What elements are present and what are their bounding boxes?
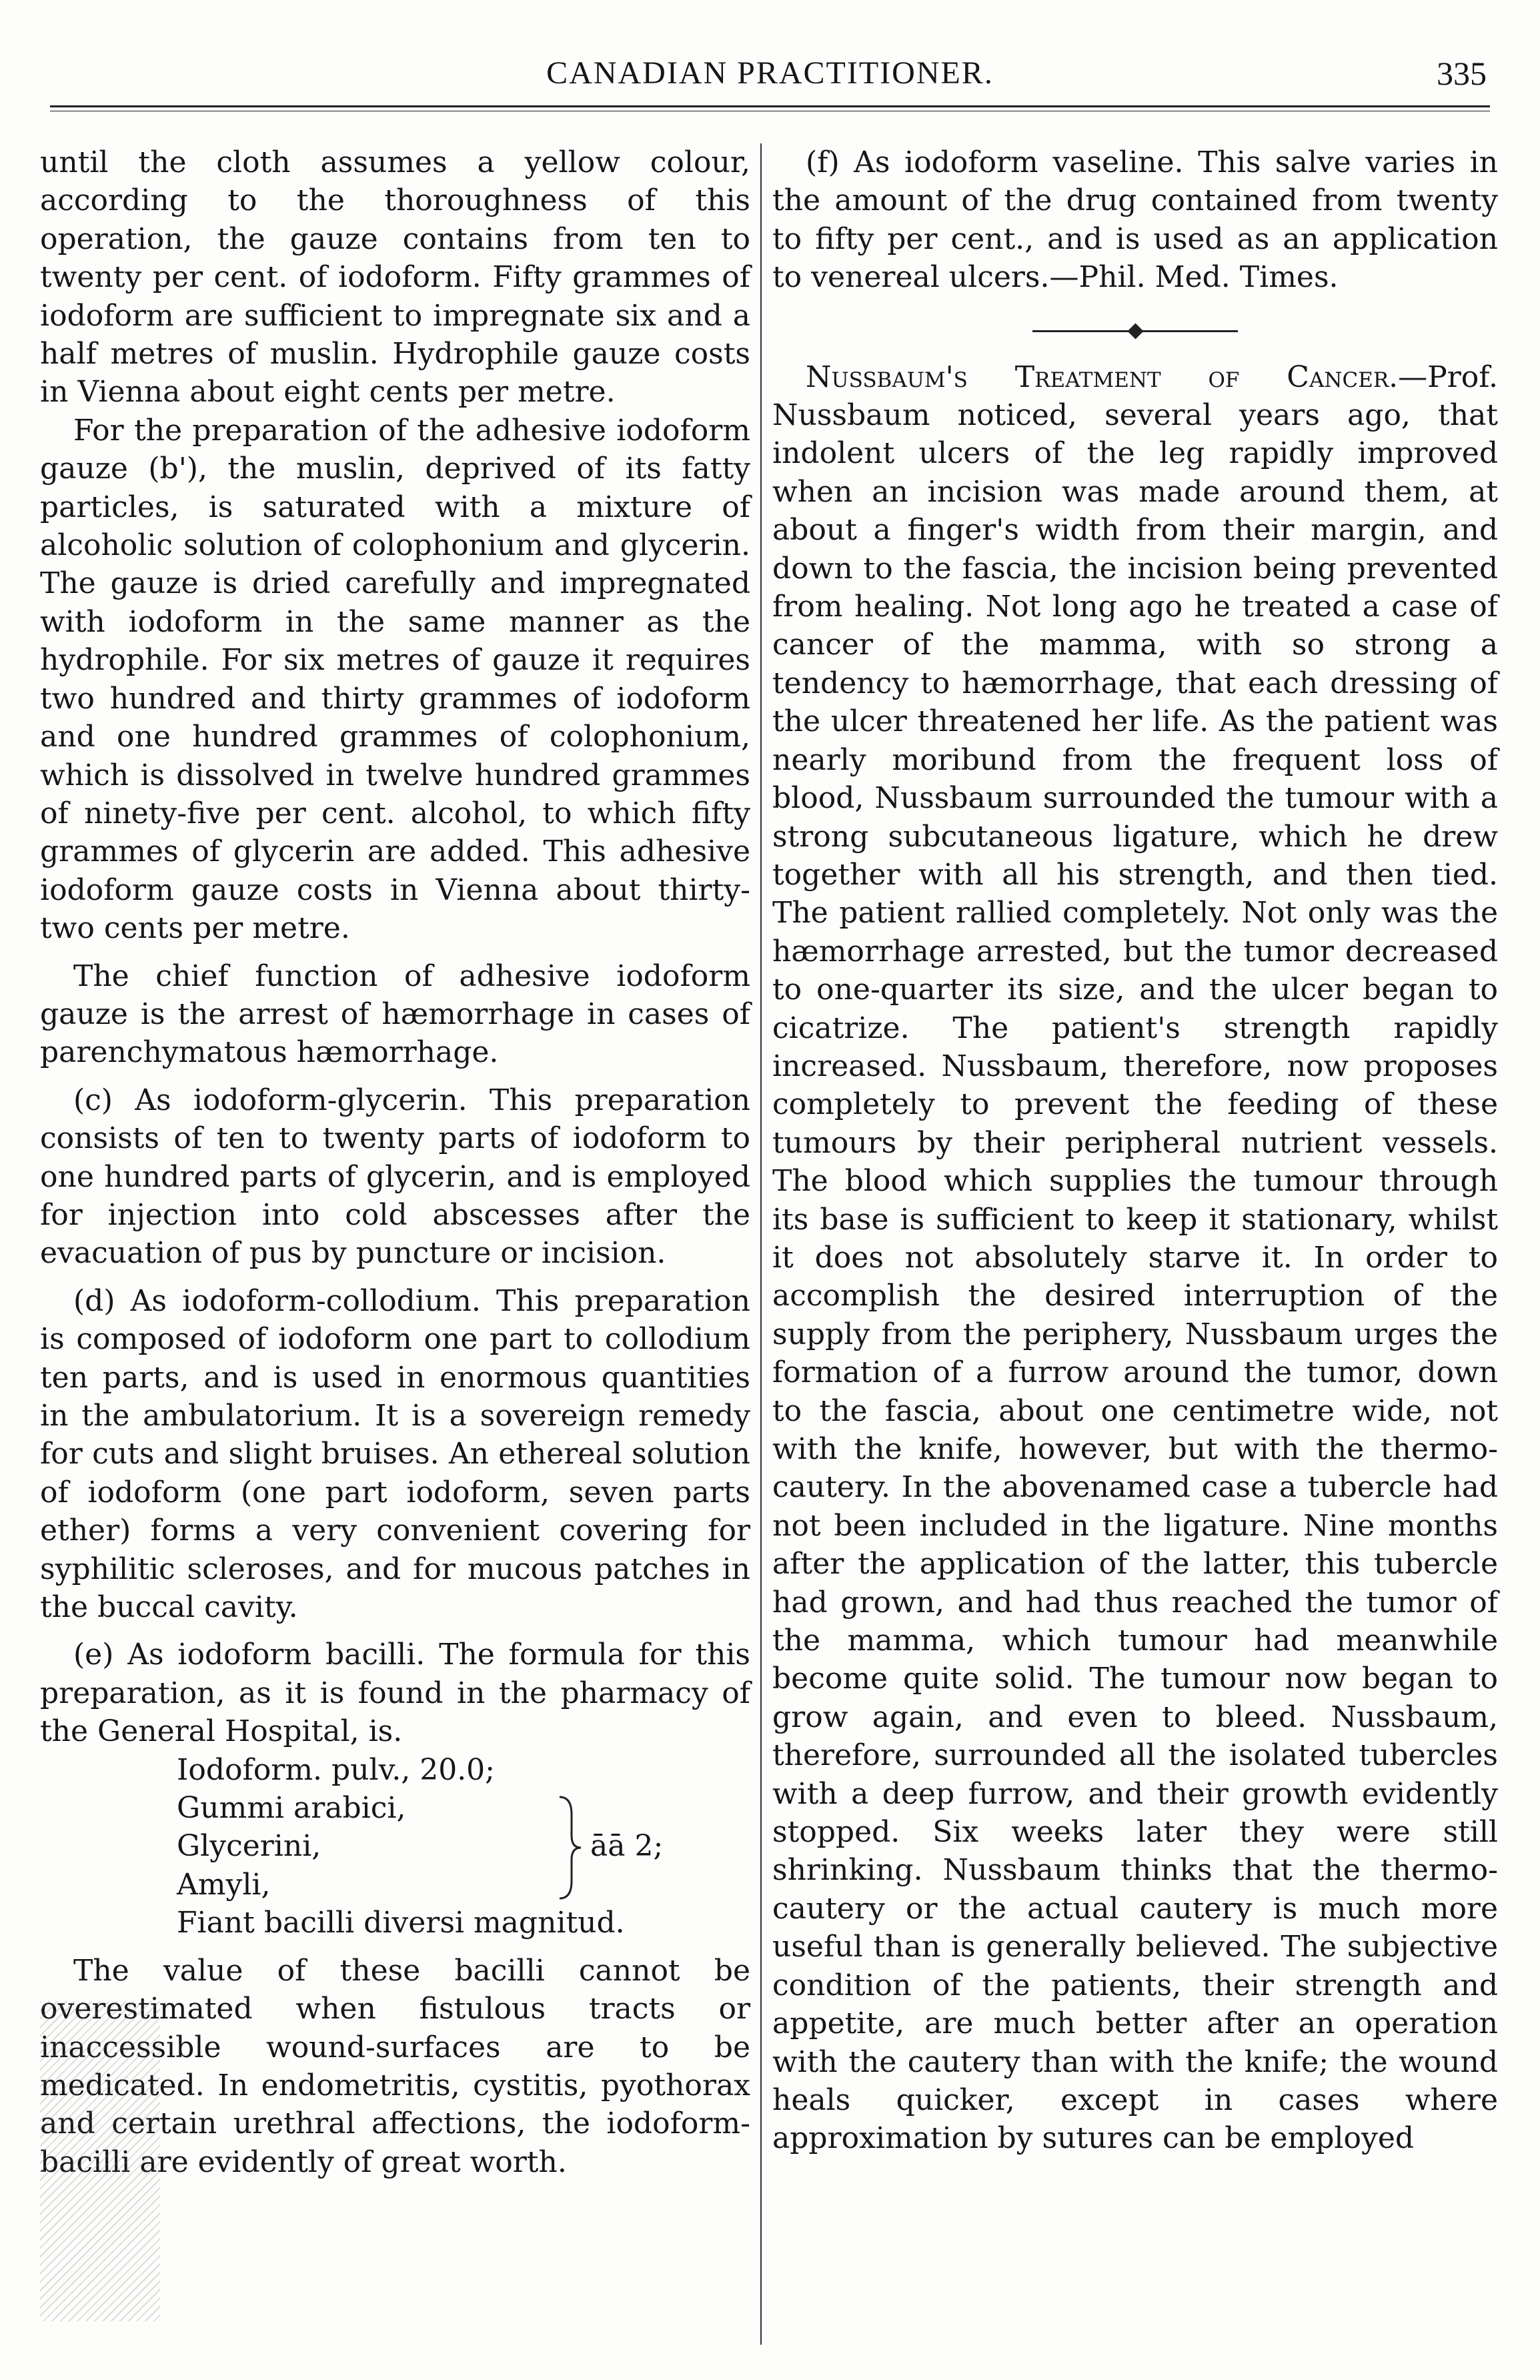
paragraph-adhesive-gauze: For the preparation of the adhesive iodoform gauze (b'), the muslin, deprived of its fatty particles, is saturated with a mixture of alcoholic solution of colophonium and glycerin. The gauze is dried carefully and impregnated with iodoform in the same manner as the hydrophile. For six metres of gauze it requires two hundred and thirty grammes of iodoform and one hundred grammes of colophonium, which is dissolved in twelve hundred grammes of ninety-five per cent. alcohol, to which fifty grammes of glycerin are added. This adhesive iodoform gauze costs in Vienna about thirty-two cents per metre. <box>40 413 750 946</box>
paragraph-gauze-continued: until the cloth assumes a yellow colour, according to the thoroughness of this operation, the gauze contains from ten to twenty per cent. of iodoform. Fifty grammes of iodoform are sufficient to impregnate six and a half metres of muslin. Hydrophile gauze costs in Vienna about eight cents per metre. <box>40 145 750 410</box>
paragraph-nussbaum <box>772 358 1498 2158</box>
paragraph-iodoform-collodium: (d) As iodoform-collodium. This preparation is composed of iodoform one part to collodium ten parts, and is used in enormous quantities in the ambulatorium. It is a sovereign remedy for cuts and slight bruises. An ethereal solution of iodoform (one part iodoform, seven parts ether) forms a very convenient covering for syphilitic scleroses, and for mucous patches in the buccal cavity. <box>40 1283 750 1625</box>
page-number: 335 <box>1437 55 1487 92</box>
paragraph-iodoform-vaseline: (f) As iodoform vaseline. This salve varies in the amount of the drug contained from twenty to fifty per cent., and is used as an application to venereal ulcers.—Phil. Med. Times. <box>772 145 1498 295</box>
paragraph-bacilli-value: The value of these bacilli cannot be overestimated when fistulous tracts or inaccessible wound-surfaces are to be medicated. In endometritis, cystitis, pyothorax and certain urethral affections, the iodoform-bacilli are evidently of great worth. <box>40 1953 750 2179</box>
section-separator <box>772 297 1498 358</box>
running-title: CANADIAN PRACTITIONER. <box>546 55 994 91</box>
formula-bracket-group <box>177 1789 750 1904</box>
paragraph-iodoform-bacilli: (e) As iodoform bacilli. The formula for this preparation, as it is found in the pharmacy of the General Hospital, is. <box>40 1638 750 1749</box>
prescription-formula <box>40 1751 750 1942</box>
paragraph-chief-function: The chief function of adhesive iodoform gauze is the arrest of hæmorrhage in cases of parenchymatous hæmorrhage. <box>40 959 750 1070</box>
formula-line-fiant: Fiant bacilli diversi magnitud. <box>177 1906 625 1940</box>
running-head <box>50 47 1490 100</box>
formula-line-glycerini: Glycerini, <box>177 1829 321 1864</box>
right-column <box>772 143 1498 2158</box>
left-column <box>40 143 750 2181</box>
curly-brace-icon <box>557 1794 584 1901</box>
section-heading: Nussbaum's Treatment of Cancer. <box>806 360 1399 394</box>
formula-line-amyli: Amyli, <box>177 1867 271 1902</box>
paragraph-nussbaum-text: —Prof. Nussbaum noticed, several years ago, that indolent ulcers of the leg rapidly improved when an incision was made around them, at about a finger's width from their margin, and down to the fascia, the incision being prevented from healing. Not long ago he treated a case of cancer of the mamma, with so strong a tendency to hæmorrhage, that each dressing of the ulcer threatened her life. As the patient was nearly moribund from the frequent loss of blood, Nussbaum surrounded the tumour with a strong subcutaneous ligature, which he drew together with all his strength, and then tied. The patient rallied completely. Not only was the hæmorrhage arrested, but the tumor decreased to one-quarter its size, and the ulcer began to cicatrize. The patient's strength rapidly increased. Nussbaum, therefore, now proposes completely to prevent the feeding of these tumours by their peripheral nutrient vessels. The blood which supplies the tumour through its base is sufficient to keep it stationary, whilst it does not absolutely starve it. In order to accomplish the desired interruption of the supply from the periphery, Nussbaum urges the formation of a furrow around the tumor, down to the fascia, about one centimetre wide, not with the knife, however, but with the thermo-cautery. In the abovenamed case a tubercle had not been included in the ligature. Nine months after the application of the latter, this tubercle had grown, and had thus reached the tumor of the mamma, which tumour had meanwhile become quite solid. The tumour now began to grow again, and even to bleed. Nussbaum, therefore, surrounded all the isolated tubercles with a deep furrow, and their growth evidently stopped. Six weeks later they were still shrinking. Nussbaum thinks that the thermo-cautery or the actual cautery is much more useful than is generally believed. The subjective condition of the patients, their strength and appetite, are much better after an operation with the cautery than with the knife; the wound heals quicker, except in cases where approximation by sutures can be employed <box>772 360 1498 2156</box>
header-rule <box>50 105 1490 107</box>
formula-line-gummi: Gummi arabici, <box>177 1791 406 1826</box>
separator-diamond-icon <box>1127 323 1143 339</box>
column-divider <box>760 143 762 2345</box>
formula-line-iodoform: Iodoform. pulv., 20.0; <box>177 1752 495 1787</box>
formula-quantity: āā 2; <box>590 1829 664 1864</box>
paragraph-iodoform-glycerin: (c) As iodoform-glycerin. This preparation consists of ten to twenty parts of iodoform to one hundred parts of glycerin, and is employed for injection into cold abscesses after the evacuation of pus by puncture or incision. <box>40 1083 750 1271</box>
